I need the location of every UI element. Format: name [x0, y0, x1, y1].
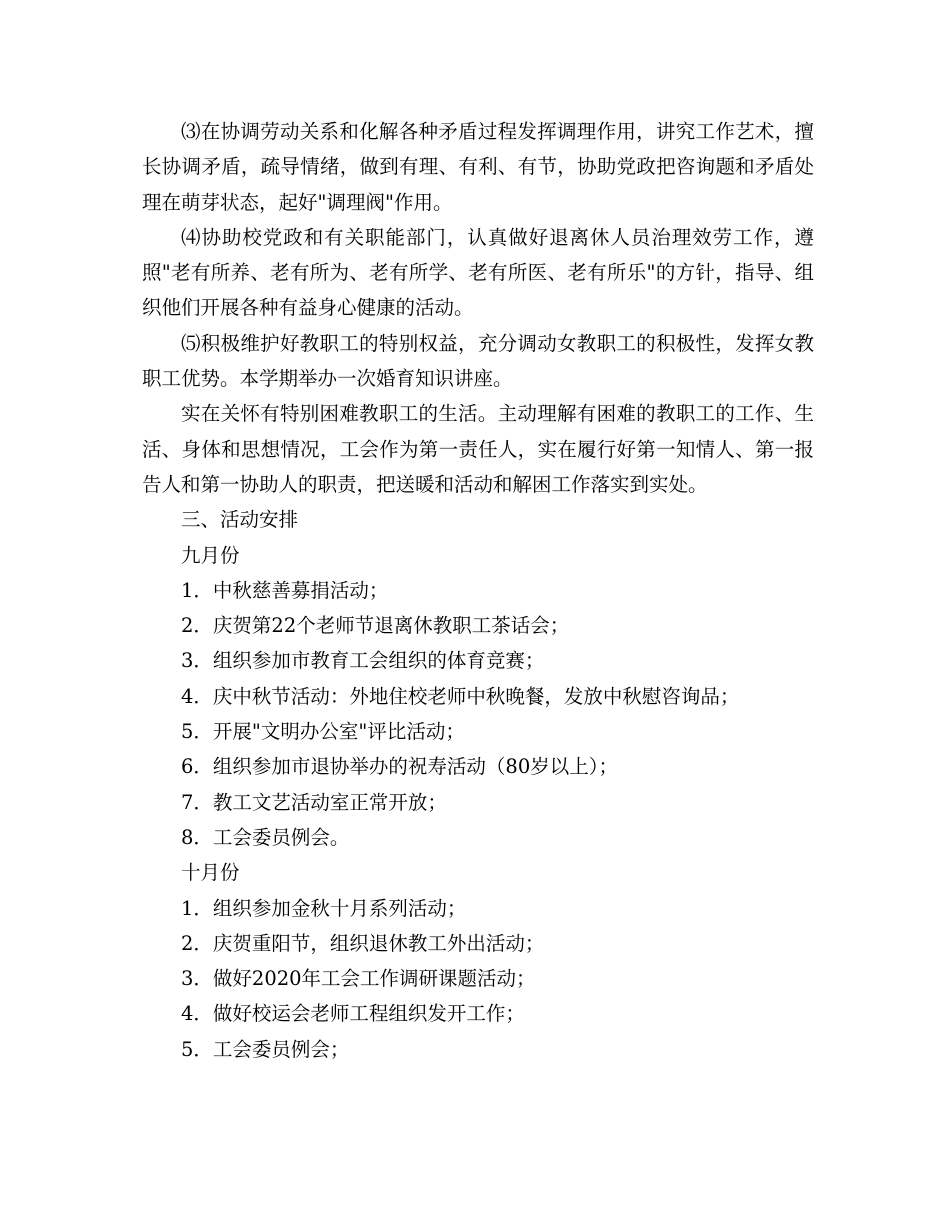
month-heading-october: 十月份: [181, 861, 240, 885]
list-item: 5．开展"文明办公室"评比活动；: [181, 720, 465, 744]
paragraph-retirees: ⑷协助校党政和有关职能部门，认真做好退离休人员治理效劳工作，遵照"老有所养、老有所为、老有所学、老有所医、老有所乐"的方针，指导、组织他们开展各种有益身心健康的活动。: [142, 225, 814, 320]
list-item: 1．中秋慈善募捐活动；: [181, 578, 389, 602]
list-item: 6．组织参加市退协举办的祝寿活动（80岁以上）；: [181, 755, 618, 779]
paragraph-hardship-care: 实在关怀有特别困难教职工的生活。主动理解有困难的教职工的工作、生活、身体和思想情况，工会作为第一责任人，实在履行好第一知情人、第一报告人和第一协助人的职责，把送暖和活动和解困工作落实到实处。: [142, 402, 814, 496]
list-item: 3．组织参加市教育工会组织的体育竞赛；: [181, 649, 545, 673]
list-item: 8．工会委员例会。: [181, 825, 350, 849]
list-item: 2．庆贺重阳节，组织退休教工外出活动；: [181, 931, 545, 955]
list-item: 1．组织参加金秋十月系列活动；: [181, 896, 467, 920]
list-item: 4．庆中秋节活动：外地住校老师中秋晚餐，发放中秋慰咨询品；: [181, 684, 740, 708]
month-heading-september: 九月份: [181, 543, 240, 567]
list-item: 3．做好2020年工会工作调研课题活动；: [181, 967, 536, 991]
list-item: 4．做好校运会老师工程组织发开工作；: [181, 1002, 525, 1026]
list-item: 5．工会委员例会；: [181, 1037, 350, 1061]
paragraph-coordination: ⑶在协调劳动关系和化解各种矛盾过程发挥调理作用，讲究工作艺术，擅长协调矛盾，疏导情绪，做到有理、有利、有节，协助党政把咨询题和矛盾处理在萌芽状态，起好"调理阀"作用。: [142, 120, 814, 214]
list-item: 2．庆贺第22个老师节退离休教职工茶话会；: [181, 614, 570, 638]
document-page: [142, 114, 814, 1067]
section-heading: 三、活动安排: [181, 508, 299, 532]
list-item: 7．教工文艺活动室正常开放；: [181, 790, 447, 814]
paragraph-female-staff: ⑸积极维护好教职工的特别权益，充分调动女教职工的积极性，发挥女教职工优势。本学期举办一次婚育知识讲座。: [142, 331, 814, 391]
